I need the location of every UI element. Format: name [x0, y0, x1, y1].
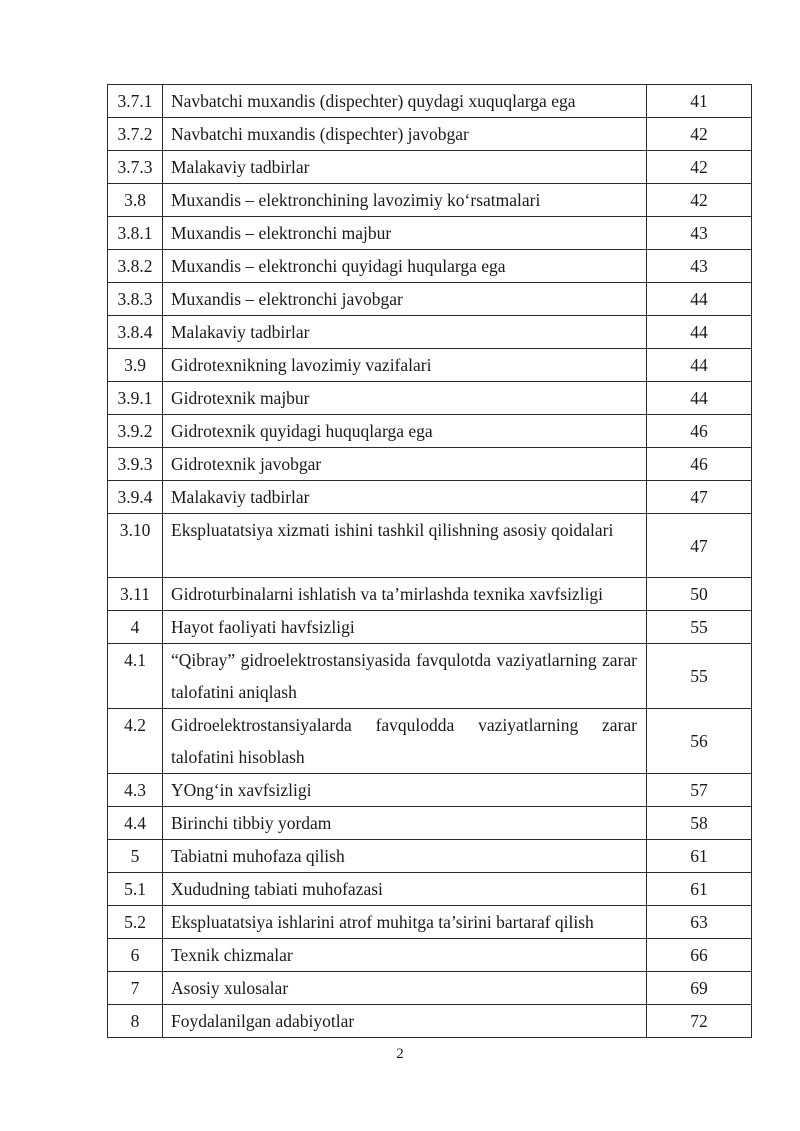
section-page: 55	[647, 644, 752, 709]
section-number: 3.8	[108, 184, 163, 217]
section-number: 3.7.1	[108, 85, 163, 118]
section-page: 42	[647, 184, 752, 217]
section-page: 41	[647, 85, 752, 118]
section-number: 8	[108, 1005, 163, 1038]
section-title: Ekspluatatsiya ishlarini atrof muhitga ta’sirini bartaraf qilish	[163, 906, 647, 939]
section-number: 5.1	[108, 873, 163, 906]
table-of-contents	[107, 84, 752, 1038]
section-title: Birinchi tibbiy yordam	[163, 807, 647, 840]
section-number: 3.8.4	[108, 316, 163, 349]
section-title: “Qibray” gidroelektrostansiyasida favqulotda vaziyatlarning zarar talofatini aniqlash	[163, 644, 647, 709]
toc-row	[108, 709, 752, 774]
toc-row	[108, 118, 752, 151]
section-title: Tabiatni muhofaza qilish	[163, 840, 647, 873]
toc-row	[108, 415, 752, 448]
section-page: 61	[647, 840, 752, 873]
section-title: Gidrotexnik majbur	[163, 382, 647, 415]
section-number: 4.3	[108, 774, 163, 807]
toc-row	[108, 972, 752, 1005]
section-title: Hayot faoliyati havfsizligi	[163, 611, 647, 644]
toc-row	[108, 514, 752, 578]
section-title: Gidrotexnik quyidagi huquqlarga ega	[163, 415, 647, 448]
section-page: 44	[647, 316, 752, 349]
toc-row	[108, 250, 752, 283]
section-page: 63	[647, 906, 752, 939]
section-page: 69	[647, 972, 752, 1005]
section-title: Navbatchi muxandis (dispechter) quydagi xuquqlarga ega	[163, 85, 647, 118]
toc-row	[108, 939, 752, 972]
section-number: 4.2	[108, 709, 163, 774]
section-title: Gidrotexnikning lavozimiy vazifalari	[163, 349, 647, 382]
section-title: Foydalanilgan adabiyotlar	[163, 1005, 647, 1038]
section-title: YOng‘in xavfsizligi	[163, 774, 647, 807]
page-number: 2	[396, 1046, 404, 1062]
section-page: 58	[647, 807, 752, 840]
section-number: 3.9.3	[108, 448, 163, 481]
section-number: 3.8.3	[108, 283, 163, 316]
section-title: Xududning tabiati muhofazasi	[163, 873, 647, 906]
toc-row	[108, 807, 752, 840]
section-number: 4	[108, 611, 163, 644]
section-number: 3.9.1	[108, 382, 163, 415]
section-number: 3.10	[108, 514, 163, 578]
section-title: Malakaviy tadbirlar	[163, 481, 647, 514]
toc-body	[108, 85, 752, 1038]
section-title: Malakaviy tadbirlar	[163, 316, 647, 349]
section-number: 3.8.1	[108, 217, 163, 250]
section-title: Muxandis – elektronchi quyidagi huqularga ega	[163, 250, 647, 283]
section-page: 47	[647, 514, 752, 578]
toc-row	[108, 611, 752, 644]
section-title: Malakaviy tadbirlar	[163, 151, 647, 184]
toc-row	[108, 774, 752, 807]
section-page: 44	[647, 349, 752, 382]
section-title: Muxandis – elektronchining lavozimiy ko‘rsatmalari	[163, 184, 647, 217]
section-title: Gidroelektrostansiyalarda favqulodda vaziyatlarning zarar talofatini hisoblash	[163, 709, 647, 774]
section-page: 50	[647, 578, 752, 611]
section-number: 3.9	[108, 349, 163, 382]
toc-row	[108, 1005, 752, 1038]
section-page: 42	[647, 118, 752, 151]
toc-row	[108, 448, 752, 481]
toc-row	[108, 283, 752, 316]
section-title: Navbatchi muxandis (dispechter) javobgar	[163, 118, 647, 151]
section-page: 42	[647, 151, 752, 184]
section-page: 56	[647, 709, 752, 774]
section-title: Gidroturbinalarni ishlatish va ta’mirlashda texnika xavfsizligi	[163, 578, 647, 611]
toc-row	[108, 840, 752, 873]
toc-row	[108, 578, 752, 611]
toc-row	[108, 873, 752, 906]
section-page: 46	[647, 448, 752, 481]
section-number: 7	[108, 972, 163, 1005]
section-number: 3.11	[108, 578, 163, 611]
toc-row	[108, 184, 752, 217]
toc-row	[108, 85, 752, 118]
section-number: 4.4	[108, 807, 163, 840]
toc-row	[108, 481, 752, 514]
section-page: 61	[647, 873, 752, 906]
section-page: 43	[647, 217, 752, 250]
toc-row	[108, 906, 752, 939]
section-page: 72	[647, 1005, 752, 1038]
section-number: 3.9.4	[108, 481, 163, 514]
section-page: 44	[647, 283, 752, 316]
section-title: Muxandis – elektronchi javobgar	[163, 283, 647, 316]
section-title: Texnik chizmalar	[163, 939, 647, 972]
section-number: 5	[108, 840, 163, 873]
toc-row	[108, 316, 752, 349]
toc-row	[108, 382, 752, 415]
section-page: 47	[647, 481, 752, 514]
section-page: 44	[647, 382, 752, 415]
section-title: Asosiy xulosalar	[163, 972, 647, 1005]
section-page: 55	[647, 611, 752, 644]
section-number: 3.8.2	[108, 250, 163, 283]
toc-row	[108, 644, 752, 709]
section-number: 6	[108, 939, 163, 972]
section-title: Ekspluatatsiya xizmati ishini tashkil qilishning asosiy qoidalari	[163, 514, 647, 578]
section-number: 5.2	[108, 906, 163, 939]
section-title: Gidrotexnik javobgar	[163, 448, 647, 481]
toc-row	[108, 151, 752, 184]
toc-row	[108, 217, 752, 250]
section-page: 46	[647, 415, 752, 448]
toc-row	[108, 349, 752, 382]
section-title: Muxandis – elektronchi majbur	[163, 217, 647, 250]
section-number: 3.7.2	[108, 118, 163, 151]
section-page: 43	[647, 250, 752, 283]
section-page: 66	[647, 939, 752, 972]
section-number: 3.7.3	[108, 151, 163, 184]
section-number: 3.9.2	[108, 415, 163, 448]
section-page: 57	[647, 774, 752, 807]
section-number: 4.1	[108, 644, 163, 709]
